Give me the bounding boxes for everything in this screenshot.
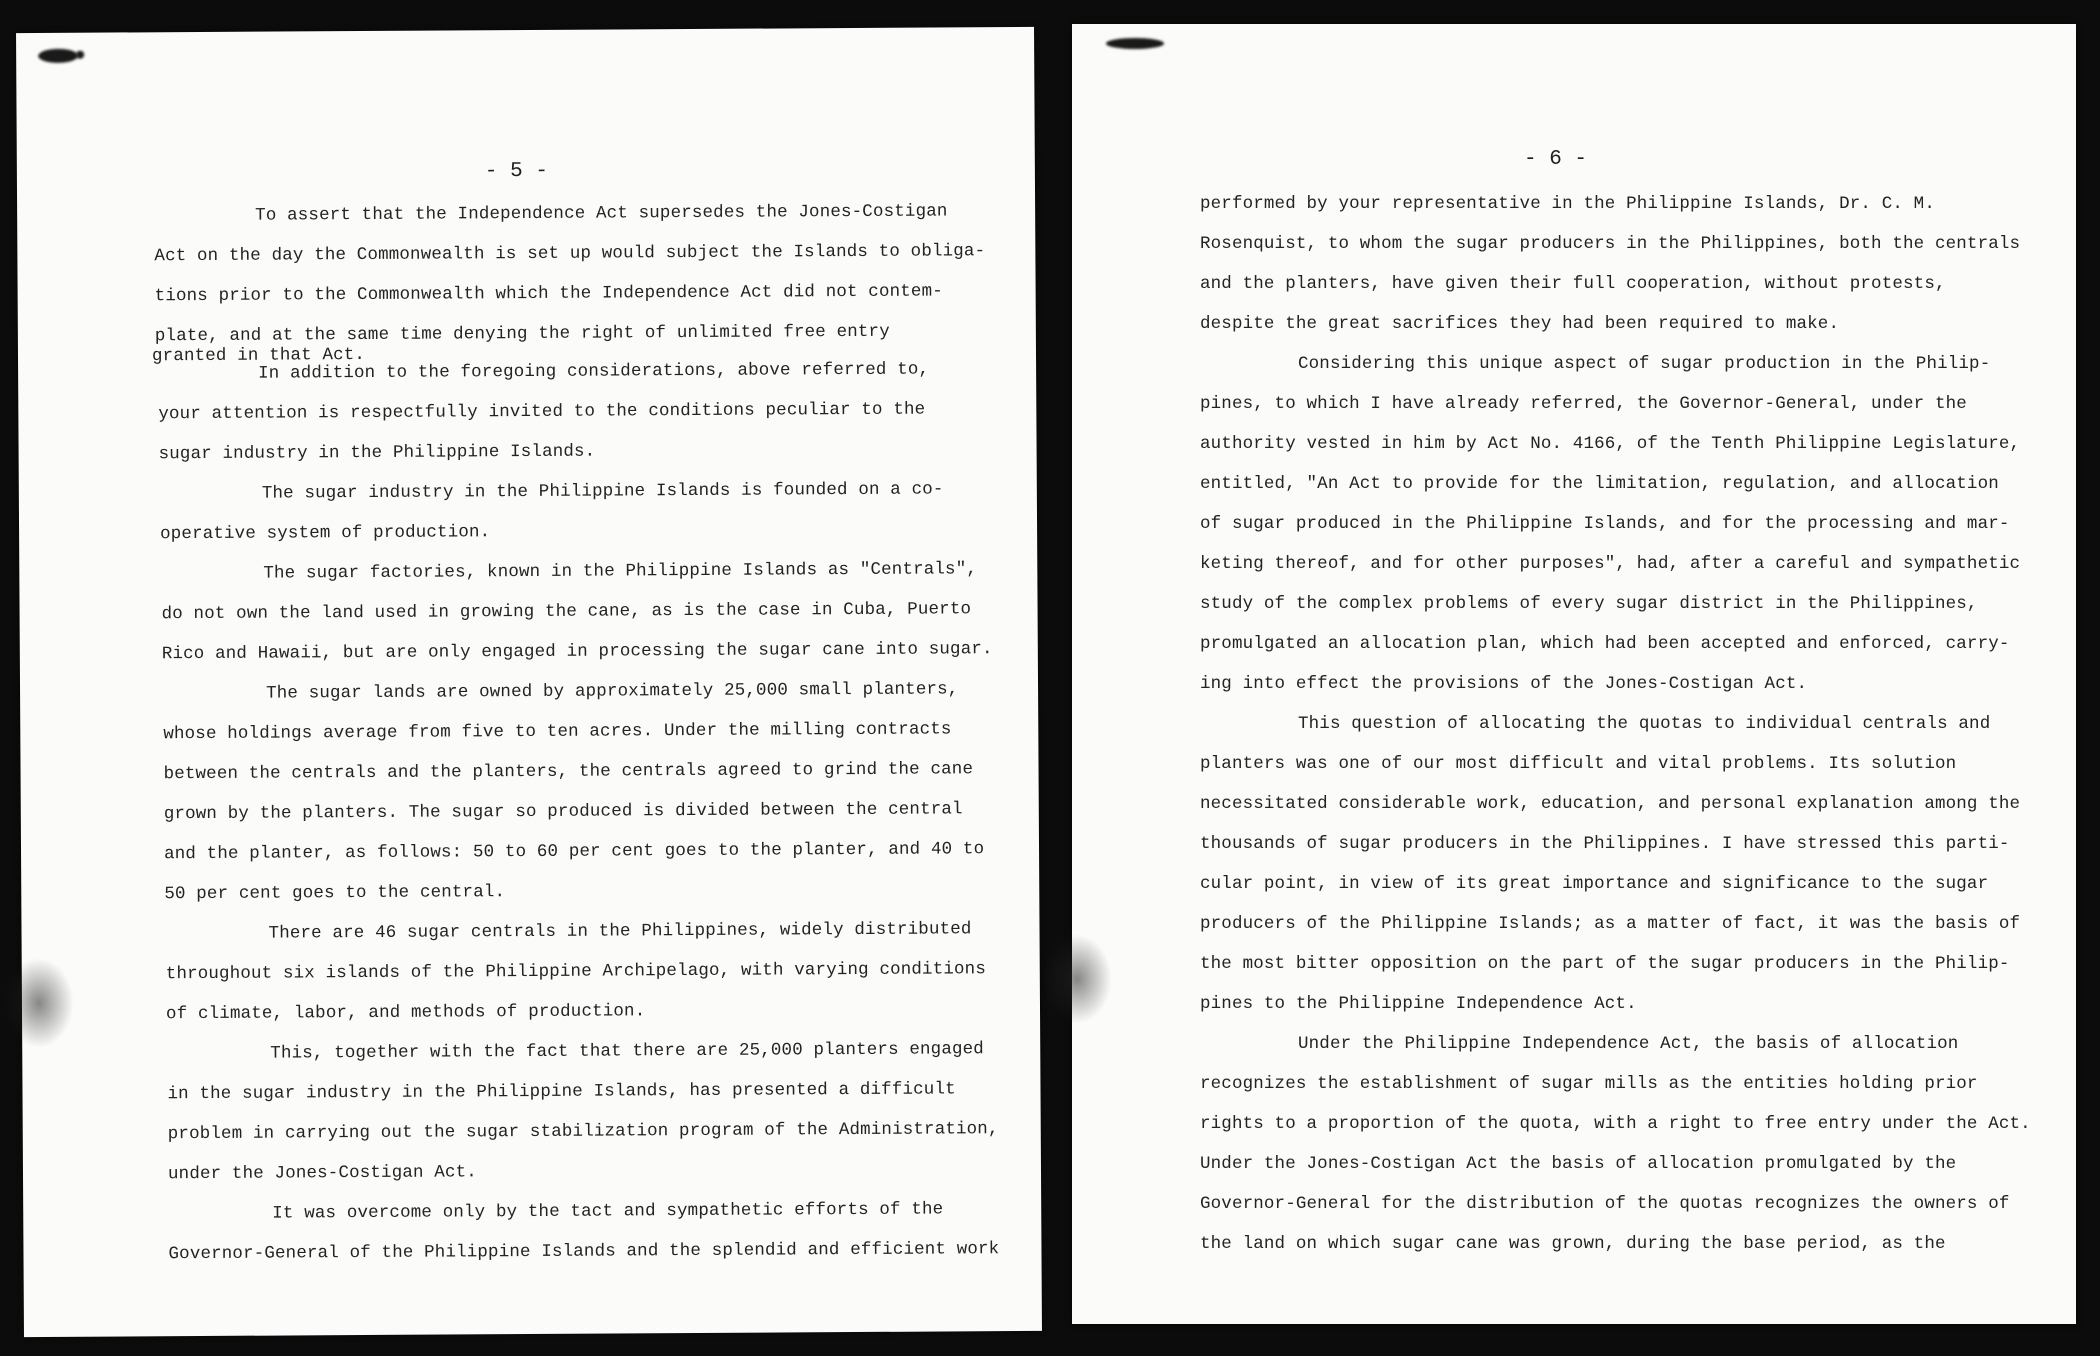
text-line: despite the great sacrifices they had been required to make. bbox=[1200, 314, 1840, 334]
text-line: This question of allocating the quotas to individual centrals and bbox=[1298, 714, 1991, 734]
text-line: To assert that the Independence Act supersedes the Jones-Costigan bbox=[255, 201, 948, 226]
text-line: throughout six islands of the Philippine Archipelago, with varying conditions bbox=[165, 959, 987, 985]
text-line: Rico and Hawaii, but are only engaged in processing the sugar cane into sugar. bbox=[161, 639, 993, 665]
text-line: the most bitter opposition on the part of the sugar producers in the Philip- bbox=[1200, 954, 2010, 974]
text-line: Act on the day the Commonwealth is set up would subject the Islands to obliga- bbox=[154, 241, 986, 267]
text-line: grown by the planters. The sugar so produced is divided between the central bbox=[163, 799, 963, 825]
text-line: Governor-General for the distribution of the quotas recognizes the owners of bbox=[1200, 1194, 2010, 1214]
text-line: keting thereof, and for other purposes", had, after a careful and sympathetic bbox=[1200, 554, 2021, 574]
text-line: In addition to the foregoing considerations, above referred to, bbox=[258, 359, 930, 384]
text-line: Rosenquist, to whom the sugar producers in the Philippines, both the centrals bbox=[1200, 234, 2021, 254]
text-line: The sugar lands are owned by approximately 25,000 small planters, bbox=[266, 679, 959, 704]
page-number: - 5 - bbox=[484, 159, 548, 184]
text-line: granted in that Act. bbox=[151, 344, 366, 367]
text-line: It was overcome only by the tact and sympathetic efforts of the bbox=[272, 1199, 944, 1224]
text-line: the land on which sugar cane was grown, during the base period, as the bbox=[1200, 1234, 1946, 1254]
text-line: thousands of sugar producers in the Philippines. I have stressed this parti- bbox=[1200, 834, 2010, 854]
text-line: The sugar industry in the Philippine Islands is founded on a co- bbox=[261, 479, 944, 504]
text-line: performed by your representative in the Philippine Islands, Dr. C. M. bbox=[1200, 194, 1935, 214]
text-line: entitled, "An Act to provide for the limitation, regulation, and allocation bbox=[1200, 474, 1999, 494]
text-line: tions prior to the Commonwealth which the Independence Act did not contem- bbox=[154, 281, 943, 307]
ink-smudge bbox=[1106, 38, 1164, 49]
text-line: sugar industry in the Philippine Islands. bbox=[158, 441, 596, 465]
text-line: rights to a proportion of the quota, with a right to free entry under the Act. bbox=[1200, 1114, 2031, 1134]
left-page bbox=[16, 27, 1042, 1337]
text-line: study of the complex problems of every sugar district in the Philippines, bbox=[1200, 594, 1978, 614]
text-line: planters was one of our most difficult and vital problems. Its solution bbox=[1200, 754, 1957, 774]
right-page bbox=[1072, 24, 2076, 1324]
text-line: and the planters, have given their full cooperation, without protests, bbox=[1200, 274, 1946, 294]
text-line: ing into effect the provisions of the Jones-Costigan Act. bbox=[1200, 674, 1808, 694]
text-line: and the planter, as follows: 50 to 60 per cent goes to the planter, and 40 to bbox=[163, 839, 985, 865]
text-line: There are 46 sugar centrals in the Philippines, widely distributed bbox=[268, 919, 972, 944]
text-line: promulgated an allocation plan, which had been accepted and enforced, carry- bbox=[1200, 634, 2010, 654]
text-line: in the sugar industry in the Philippine Islands, has presented a difficult bbox=[167, 1079, 956, 1105]
text-line: producers of the Philippine Islands; as a matter of fact, it was the basis of bbox=[1200, 914, 2021, 934]
text-line: whose holdings average from five to ten acres. Under the milling contracts bbox=[163, 719, 952, 745]
ink-blot bbox=[1042, 934, 1112, 1024]
ink-smudge bbox=[76, 51, 84, 59]
text-line: The sugar factories, known in the Philippine Islands as "Centrals", bbox=[263, 559, 978, 584]
text-line: pines to the Philippine Independence Act. bbox=[1200, 994, 1637, 1014]
text-line: Considering this unique aspect of sugar production in the Philip- bbox=[1298, 354, 1991, 374]
text-line: Under the Philippine Independence Act, the basis of allocation bbox=[1298, 1034, 1959, 1054]
text-line: under the Jones-Costigan Act. bbox=[167, 1162, 477, 1185]
ink-smudge bbox=[38, 49, 78, 63]
text-line: This, together with the fact that there are 25,000 planters engaged bbox=[270, 1039, 984, 1064]
text-line: pines, to which I have already referred, the Governor-General, under the bbox=[1200, 394, 1967, 414]
text-line: 50 per cent goes to the central. bbox=[164, 882, 506, 905]
text-line: between the centrals and the planters, the centrals agreed to grind the cane bbox=[163, 759, 974, 785]
text-line: necessitated considerable work, education, and personal explanation among the bbox=[1200, 794, 2021, 814]
text-line: of climate, labor, and methods of production. bbox=[165, 1001, 646, 1025]
text-line: operative system of production. bbox=[160, 522, 491, 545]
page-number: - 6 - bbox=[1524, 148, 1588, 171]
text-line: do not own the land used in growing the cane, as is the case in Cuba, Puerto bbox=[161, 599, 972, 625]
text-line: your attention is respectfully invited to the conditions peculiar to the bbox=[158, 399, 926, 425]
text-line: of sugar produced in the Philippine Islands, and for the processing and mar- bbox=[1200, 514, 2010, 534]
text-line: Under the Jones-Costigan Act the basis of allocation promulgated by the bbox=[1200, 1154, 1957, 1174]
text-line: Governor-General of the Philippine Islands and the splendid and efficient work bbox=[168, 1239, 1000, 1265]
text-line: recognizes the establishment of sugar mills as the entities holding prior bbox=[1200, 1074, 1978, 1094]
text-line: cular point, in view of its great importance and significance to the sugar bbox=[1200, 874, 1989, 894]
text-line: authority vested in him by Act No. 4166, of the Tenth Philippine Legislature, bbox=[1200, 434, 2021, 454]
text-line: problem in carrying out the sugar stabilization program of the Administration, bbox=[167, 1119, 999, 1145]
text-line: plate, and at the same time denying the right of unlimited free entry bbox=[154, 321, 890, 347]
ink-blot bbox=[4, 958, 75, 1048]
